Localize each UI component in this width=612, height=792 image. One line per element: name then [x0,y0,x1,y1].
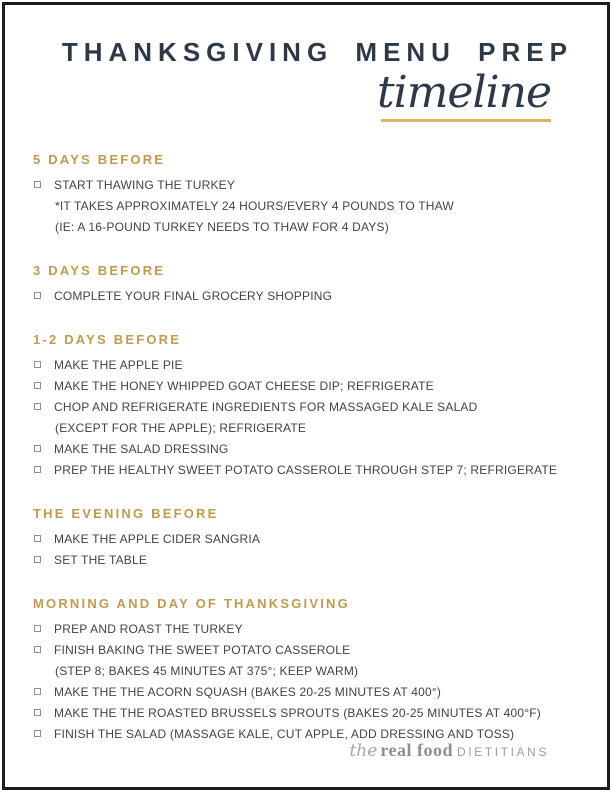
checkbox-icon [34,688,41,695]
checkbox-icon [34,709,41,716]
checklist-row [33,703,577,724]
checklist-continuation: (STEP 8; BAKES 45 MINUTES AT 375°; KEEP WARM) [55,664,359,679]
checklist-text: PREP AND ROAST THE TURKEY [54,622,243,637]
checklist-item [33,175,577,238]
checklist-item [33,640,577,682]
checklist-row [33,376,577,397]
checklist-item [33,529,577,550]
page-title: THANKSGIVING MENU PREP [61,37,573,67]
checklist-item [33,397,577,439]
checkbox-icon [34,403,41,410]
footer-logo [349,740,549,761]
checklist-row [33,355,577,376]
checklist-text: MAKE THE APPLE CIDER SANGRIA [54,532,261,547]
checklist-item [33,376,577,397]
checkbox-icon [34,730,41,737]
checklist-text: FINISH BAKING THE SWEET POTATO CASSEROLE [54,643,351,658]
checklist-row [33,397,577,418]
header [5,5,607,122]
checklist-row [33,460,577,481]
logo-realfood: real food [380,740,453,760]
checklist-row [33,550,577,571]
section [33,506,577,571]
checklist-item [33,703,577,724]
checklist-text: CHOP AND REFRIGERATE INGREDIENTS FOR MASSAGED KALE SALAD [54,400,478,415]
checklist-row [33,619,577,640]
section [33,332,577,481]
checkbox-icon [34,361,41,368]
section [33,152,577,238]
checkbox-icon [34,535,41,542]
checklist-row [33,175,577,196]
checkbox-icon [34,382,41,389]
checklist-text: MAKE THE HONEY WHIPPED GOAT CHEESE DIP; REFRIGERATE [54,379,434,394]
section [33,263,577,307]
checkbox-icon [34,445,41,452]
checkbox-icon [34,556,41,563]
section-heading: MORNING AND DAY OF THANKSGIVING [33,596,350,612]
page-frame [2,2,610,790]
checkbox-icon [34,181,41,188]
checklist-text: MAKE THE SALAD DRESSING [54,442,229,457]
checklist-item [33,439,577,460]
checklist-item [33,550,577,571]
checklist-row [33,682,577,703]
checklist-text: MAKE THE THE ACORN SQUASH (BAKES 20-25 MINUTES AT 400°) [54,685,442,700]
section-heading: 3 DAYS BEFORE [33,263,166,279]
checklist-item [33,619,577,640]
checkbox-icon [34,646,41,653]
checklist-row [33,529,577,550]
checklist-item [33,286,577,307]
checklist-item [33,682,577,703]
checklist-text: COMPLETE YOUR FINAL GROCERY SHOPPING [54,289,333,304]
subtitle-line [5,67,551,119]
checklist-item [33,355,577,376]
checklist-item [33,460,577,481]
checklist-text: PREP THE HEALTHY SWEET POTATO CASSEROLE THROUGH STEP 7; REFRIGERATE [54,463,558,478]
sections [5,122,607,745]
checklist-row [33,640,577,661]
checklist-text: MAKE THE APPLE PIE [54,358,183,373]
checklist-text: SET THE TABLE [54,553,148,568]
logo-dietitians: DIETITIANS [456,745,549,759]
checkbox-icon [34,466,41,473]
section-heading: THE EVENING BEFORE [33,506,219,522]
section-heading: 5 DAYS BEFORE [33,152,166,168]
checklist-continuation: (IE: A 16-POUND TURKEY NEEDS TO THAW FOR 4 DAYS) [55,220,389,235]
section-heading: 1-2 DAYS BEFORE [33,332,182,348]
checkbox-icon [34,625,41,632]
checklist-continuation: *IT TAKES APPROXIMATELY 24 HOURS/EVERY 4 POUNDS TO THAW [55,199,454,214]
page-subtitle: timeline [376,67,551,119]
checklist-text: START THAWING THE TURKEY [54,178,236,193]
logo-the: the [349,741,378,761]
checklist-row [33,439,577,460]
checklist-continuation: (EXCEPT FOR THE APPLE); REFRIGERATE [55,421,307,436]
checklist-text: FINISH THE SALAD (MASSAGE KALE, CUT APPLE, ADD DRESSING AND TOSS) [54,727,515,742]
checklist-row [33,286,577,307]
checkbox-icon [34,292,41,299]
section [33,596,577,745]
checklist-text: MAKE THE THE ROASTED BRUSSELS SPROUTS (BAKES 20-25 MINUTES AT 400°F) [54,706,541,721]
